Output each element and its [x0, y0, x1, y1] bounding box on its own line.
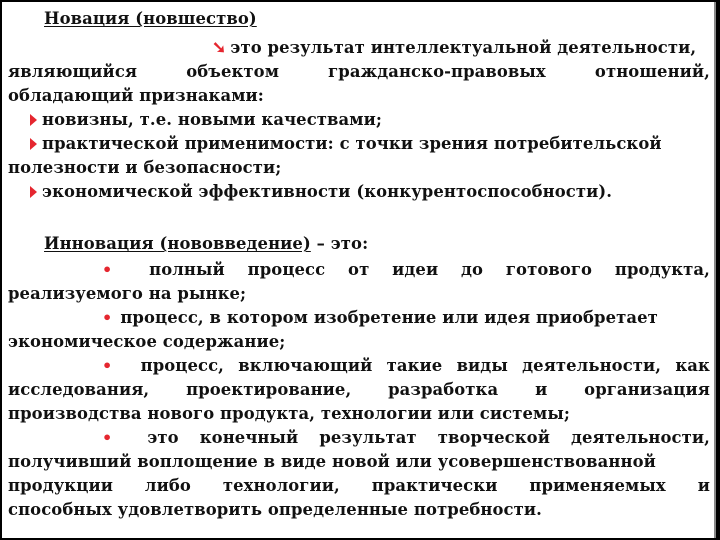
- bullet-dot-icon: •: [102, 308, 113, 327]
- innovation-item-1: • полный процесс от идеи до готового продукта,: [102, 260, 710, 279]
- innovation-item-4-cont2: продукции либо технологии, практически применяемых и: [8, 476, 710, 495]
- bullet-arrow-icon: [30, 138, 37, 150]
- bullet-arrow-icon: [30, 114, 37, 126]
- arrow-right-icon: ➘: [212, 38, 227, 58]
- novation-definition-line1: ➘ это результат интеллектуальной деятельности,: [212, 38, 697, 58]
- slide: [2, 2, 716, 538]
- innovation-item-4-cont3: способных удовлетворить определенные потребности.: [8, 500, 542, 519]
- bullet-dot-icon: •: [102, 260, 113, 279]
- innovation-item-1-cont: реализуемого на рынке;: [8, 284, 247, 303]
- bullet-arrow-icon: [30, 186, 37, 198]
- novation-definition-line3: обладающий признаками:: [8, 86, 264, 105]
- novation-bullet-2: практической применимости: с точки зрения потребительской: [30, 134, 710, 154]
- bullet-dot-icon: •: [102, 356, 113, 375]
- innovation-item-4-cont1: получивший воплощение в виде новой или усовершенствованной: [8, 452, 656, 471]
- innovation-item-2: • процесс, в котором изобретение или идея приобретает: [102, 308, 658, 327]
- innovation-item-4: • это конечный результат творческой деятельности,: [102, 428, 710, 447]
- novation-definition-line2: являющийся объектом гражданско-правовых отношений,: [8, 62, 710, 81]
- innovation-item-3-cont1: исследования, проектирование, разработка и организация: [8, 380, 710, 399]
- novation-bullet-3: экономической эффективности (конкурентоспособности).: [30, 182, 710, 202]
- innovation-item-3-cont2: производства нового продукта, технологии или системы;: [8, 404, 571, 423]
- novation-title: Новация (новшество): [44, 9, 257, 28]
- innovation-title: Инновация (нововведение) – это:: [44, 234, 369, 253]
- innovation-item-2-cont: экономическое содержание;: [8, 332, 286, 351]
- innovation-item-3: • процесс, включающий такие виды деятельности, как: [102, 356, 710, 375]
- novation-bullet-2-cont: полезности и безопасности;: [8, 158, 282, 177]
- bullet-dot-icon: •: [102, 428, 113, 447]
- novation-bullet-1: новизны, т.е. новыми качествами;: [30, 110, 710, 130]
